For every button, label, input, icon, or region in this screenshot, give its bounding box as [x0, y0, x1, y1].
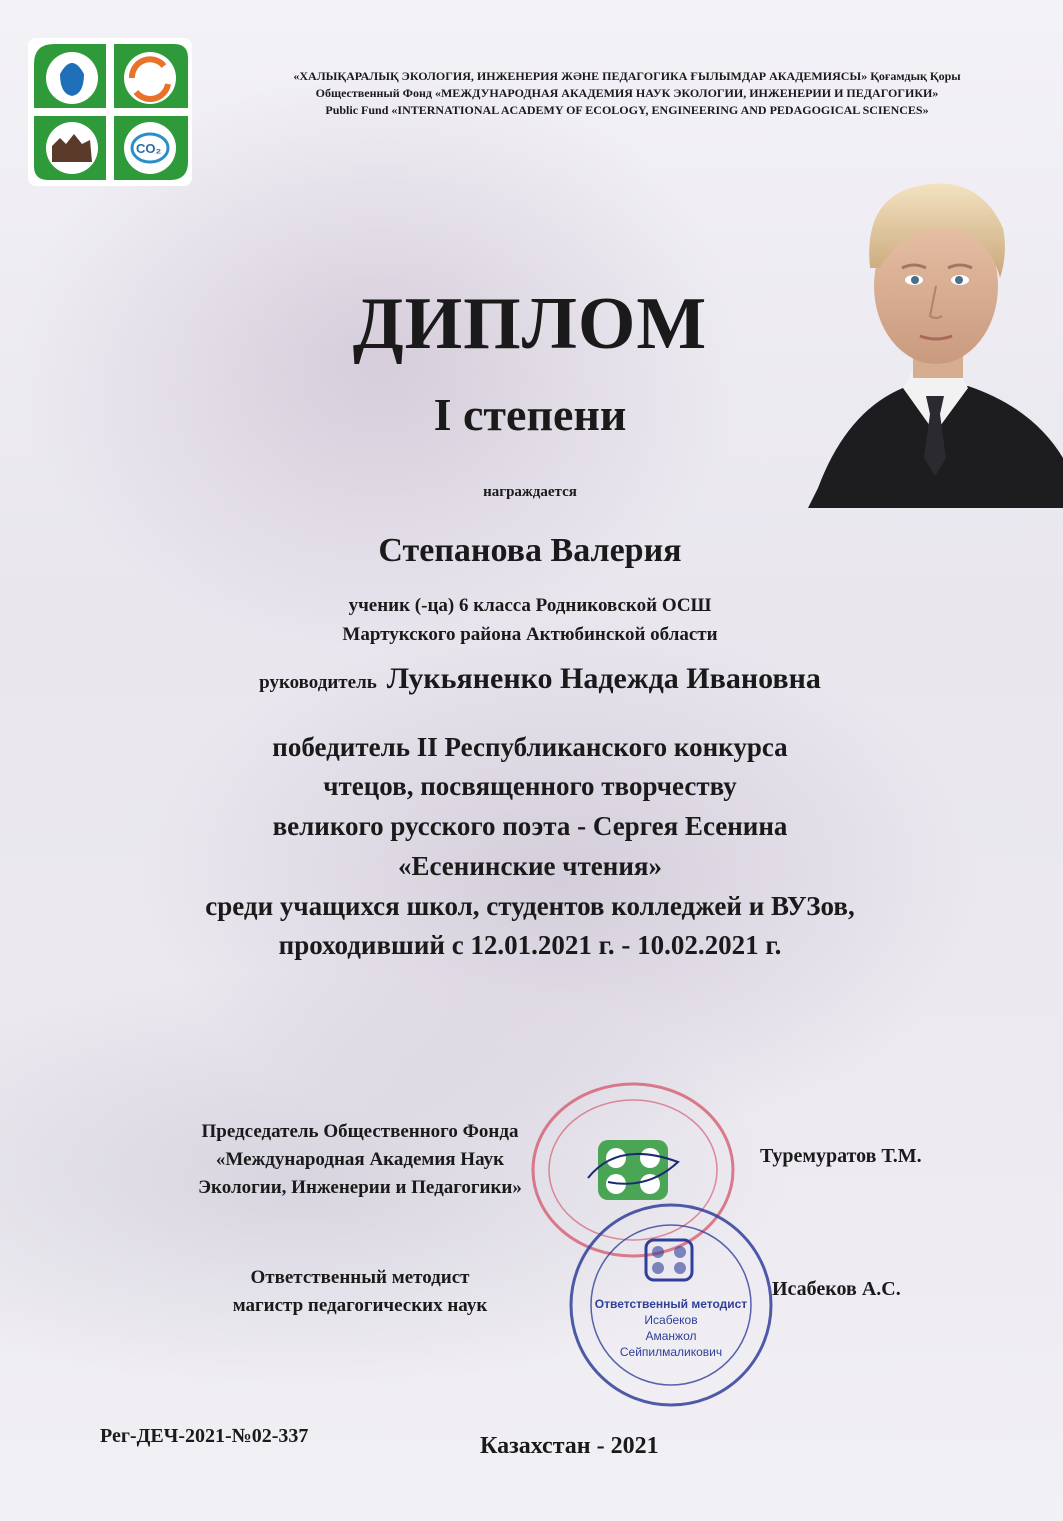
recipient-name: Степанова Валерия	[378, 532, 682, 569]
header-line-kazakh: «ХАЛЫҚАРАЛЫҚ ЭКОЛОГИЯ, ИНЖЕНЕРИЯ ЖӘНЕ ПЕДАГОГИКА ҒЫЛЫМДАР АКАДЕМИЯСЫ» Қоғамдық Қоры	[293, 69, 961, 83]
svg-text:Аманжол: Аманжол	[645, 1329, 697, 1343]
chair-line: «Международная Академия Наук	[215, 1149, 505, 1170]
awarded-label: награждается	[483, 484, 577, 500]
body-line: среди учащихся школ, студентов колледжей и ВУЗов,	[205, 891, 855, 921]
methodist-name: Исабеков А.С.	[772, 1278, 901, 1300]
recipient-school: ученик (-ца) 6 класса Родниковской ОСШ	[348, 595, 712, 616]
diploma-degree: I степени	[433, 389, 627, 440]
body-line: «Есенинские чтения»	[397, 851, 662, 881]
svg-text:Сейпилмаликович: Сейпилмаликович	[619, 1345, 723, 1359]
poet-portrait	[808, 158, 1063, 508]
supervisor	[150, 662, 930, 696]
registration-number: Рег-ДЕЧ-2021-№02-337	[100, 1425, 309, 1447]
body-line: победитель II Республиканского конкурса	[272, 732, 788, 762]
academy-logo-icon	[24, 34, 196, 190]
supervisor-name: Лукьяненко Надежда Ивановна	[386, 662, 821, 695]
methodist-line: Ответственный методист	[250, 1267, 470, 1288]
chair-line: Председатель Общественного Фонда	[201, 1121, 519, 1142]
place-year: Казахстан - 2021	[480, 1433, 659, 1459]
svg-text:CO₂: CO₂	[136, 141, 162, 156]
header-line-russian: Общественный Фонд «МЕЖДУНАРОДНАЯ АКАДЕМИЯ НАУК ЭКОЛОГИИ, ИНЖЕНЕРИИ И ПЕДАГОГИКИ»	[315, 86, 939, 100]
chair-line: Экологии, Инженерии и Педагогики»	[198, 1177, 522, 1198]
supervisor-label: руководитель	[259, 672, 377, 693]
chair-title	[140, 1118, 580, 1202]
diploma-title: ДИПЛОМ	[352, 283, 708, 365]
recipient-region: Мартукского района Актюбинской области	[342, 624, 718, 645]
blue-seal-stamp	[566, 1200, 776, 1410]
chair-name: Туремуратов Т.М.	[760, 1145, 922, 1167]
body-line: чтецов, посвященного творчеству	[323, 771, 737, 801]
body-line: великого русского поэта - Сергея Есенина	[272, 811, 788, 841]
svg-text:Ответственный методист: Ответственный методист	[594, 1297, 748, 1311]
methodist-line: магистр педагогических наук	[232, 1295, 488, 1316]
header-line-english: Public Fund «INTERNATIONAL ACADEMY OF ECOLOGY, ENGINEERING AND PEDAGOGICAL SCIENCES»	[325, 103, 929, 117]
svg-text:Исабеков: Исабеков	[644, 1313, 698, 1327]
body-line: проходивший с 12.01.2021 г. - 10.02.2021 г.	[278, 930, 782, 960]
methodist-title	[180, 1264, 540, 1320]
organization-header	[212, 68, 1042, 119]
